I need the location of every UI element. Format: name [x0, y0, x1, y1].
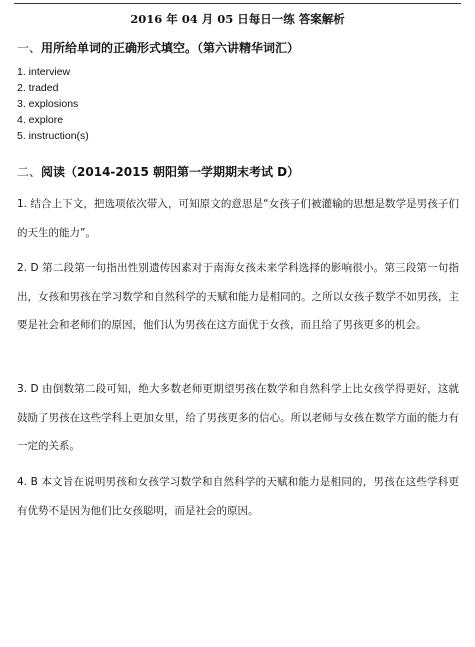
section-2-number: 二、 — [17, 165, 42, 179]
section-2-title: 阅读（2014-2015 朝阳第一学期期末考试 D） — [41, 165, 300, 179]
answer-item: 5. instruction(s) — [17, 130, 89, 142]
answer-item: 3. explosions — [17, 98, 79, 110]
section-1-title: 用所给单词的正确形式填空。（第六讲精华词汇） — [41, 41, 300, 55]
answer-item: 1. interview — [17, 66, 71, 78]
answer-item: 4. explore — [17, 114, 64, 126]
section-1-number: 一、 — [17, 41, 42, 55]
reading-explanation-1: 1. 结合上下文，把选项依次带入，可知原文的意思是“女孩子们被灌输的思想是数学是男孩子们的天生的能力”。 — [17, 198, 459, 239]
page-title: 2016 年 04 月 05 日每日一练 答案解析 — [130, 12, 345, 26]
section-2-heading — [17, 164, 299, 180]
answer-item: 2. traded — [17, 82, 59, 94]
top-divider — [14, 3, 461, 4]
reading-explanation-2: 2. D 第二段第一句指出性别遗传因素对于南海女孩未来学科选择的影响很小。第三段第一句指出，女孩和男孩在学习数学和自然科学的天赋和能力是相同的。之所以女孩子数学不如男孩，主要是社会和老师们的原因，他们认为男孩在这方面优于女孩，而且给了男孩更多的机会。 — [17, 262, 459, 331]
section-1-answer-list — [17, 64, 89, 144]
section-1-heading — [17, 40, 299, 56]
reading-explanation-3: 3. D 由倒数第二段可知，绝大多数老师更期望男孩在数学和自然科学上比女孩学得更好，这就鼓励了男孩在这些学科上更加女里，给了男孩更多的信心。所以老师与女孩在数学方面的能力有一定的关系。 — [17, 383, 459, 452]
reading-explanation-4: 4. B 本文旨在说明男孩和女孩学习数学和自然科学的天赋和能力是相同的，男孩在这些学科更有优势不是因为他们比女孩聪明，而是社会的原因。 — [17, 476, 459, 517]
